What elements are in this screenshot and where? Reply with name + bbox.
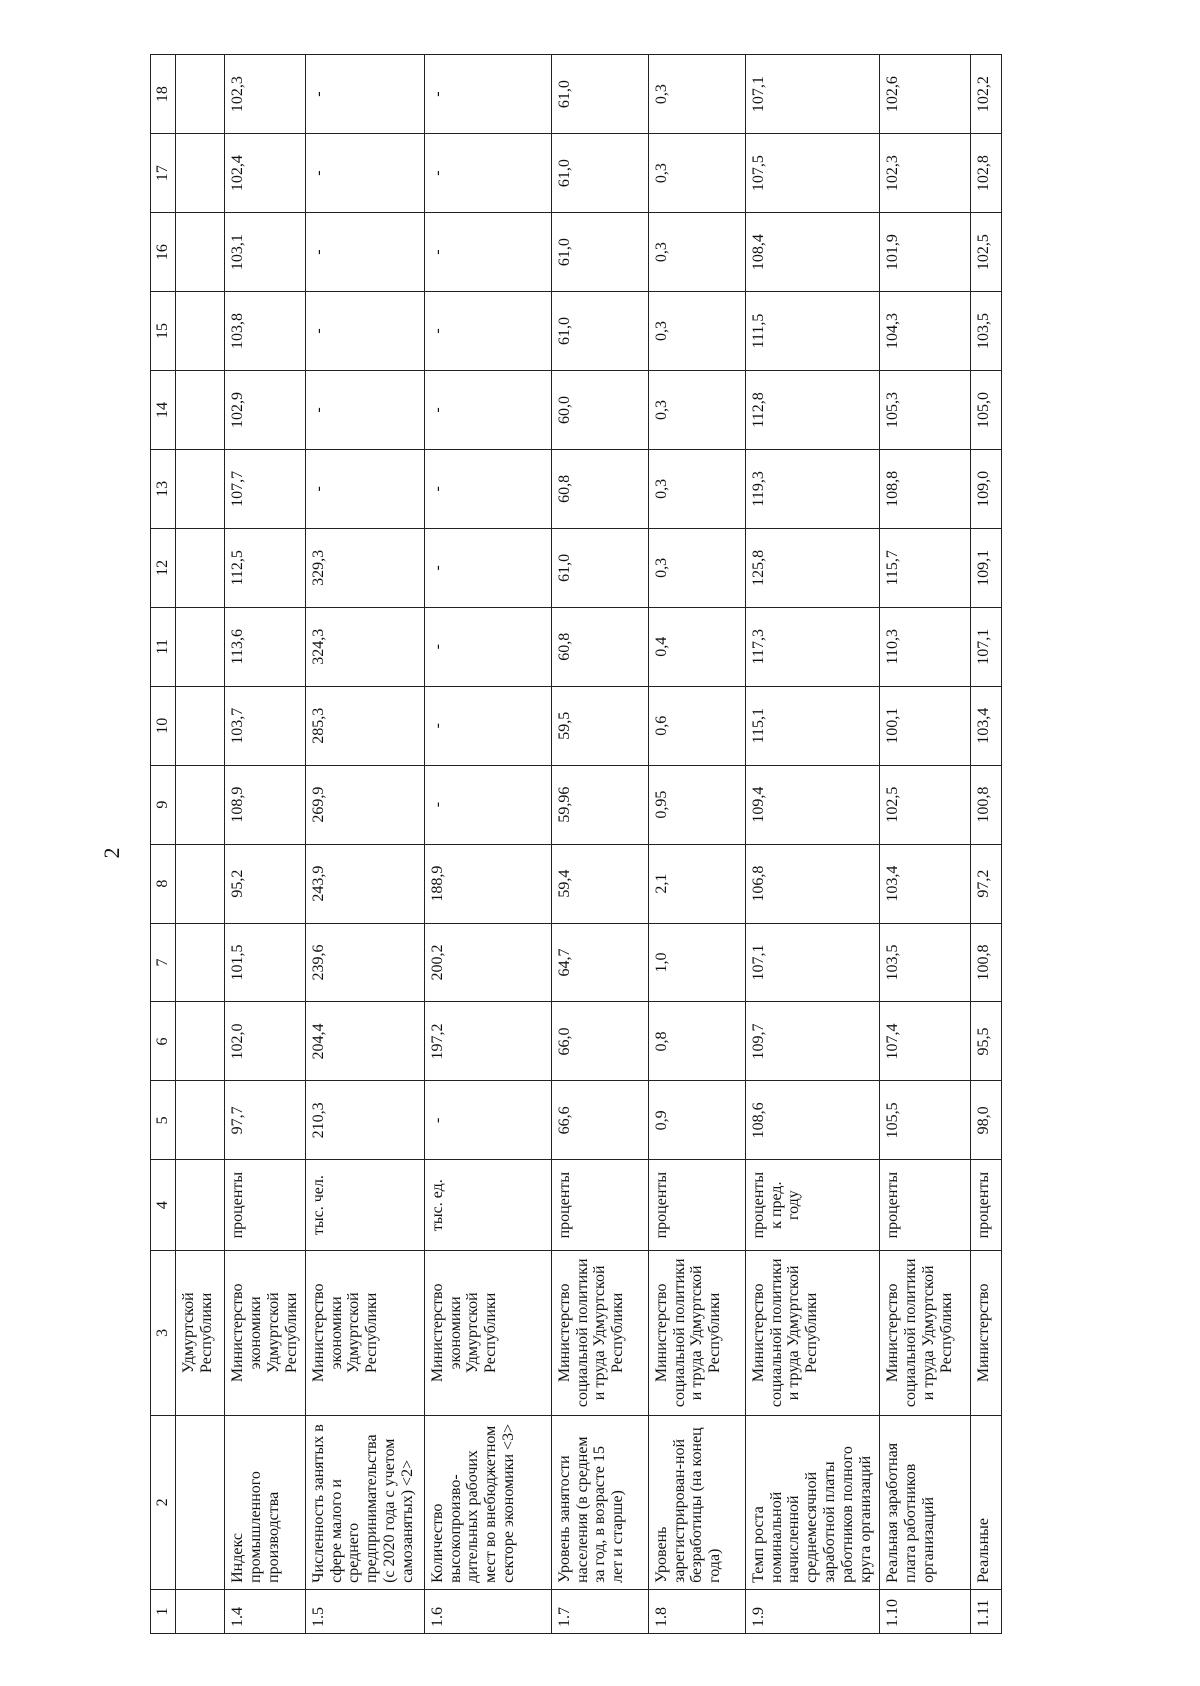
- value-cell: 108,8: [879, 449, 970, 528]
- value-cell: 285,3: [305, 686, 424, 765]
- value-cell: 0,3: [648, 213, 745, 292]
- value-cell: 2,1: [648, 844, 745, 923]
- value-cell: [176, 1002, 225, 1081]
- value-cell: [176, 923, 225, 1002]
- header-cell: 17: [151, 134, 176, 213]
- value-cell: -: [305, 55, 424, 134]
- value-cell: 329,3: [305, 528, 424, 607]
- header-cell: 10: [151, 686, 176, 765]
- value-cell: -: [305, 213, 424, 292]
- indicator-name: Индекс промышленного производства: [225, 1415, 306, 1589]
- value-cell: 107,1: [745, 923, 879, 1002]
- header-cell: 6: [151, 1002, 176, 1081]
- value-cell: -: [424, 765, 551, 844]
- table-row: [305, 55, 424, 1634]
- responsible-body: Министерство экономики Удмуртской Республики: [424, 1250, 551, 1415]
- value-cell: 95,2: [225, 844, 306, 923]
- value-cell: 102,5: [970, 213, 1001, 292]
- header-cell: 8: [151, 844, 176, 923]
- value-cell: 239,6: [305, 923, 424, 1002]
- value-cell: 0,6: [648, 686, 745, 765]
- value-cell: 0,4: [648, 607, 745, 686]
- value-cell: -: [424, 55, 551, 134]
- value-cell: 61,0: [551, 528, 648, 607]
- header-cell: 9: [151, 765, 176, 844]
- header-cell: 11: [151, 607, 176, 686]
- responsible-body: Удмуртской Республики: [176, 1250, 225, 1415]
- value-cell: [176, 213, 225, 292]
- header-cell: 5: [151, 1081, 176, 1160]
- value-cell: 100,8: [970, 923, 1001, 1002]
- value-cell: 125,8: [745, 528, 879, 607]
- value-cell: -: [424, 449, 551, 528]
- value-cell: 60,8: [551, 607, 648, 686]
- value-cell: 107,7: [225, 449, 306, 528]
- value-cell: 59,5: [551, 686, 648, 765]
- value-cell: 59,4: [551, 844, 648, 923]
- value-cell: [176, 607, 225, 686]
- value-cell: 103,4: [970, 686, 1001, 765]
- value-cell: 109,1: [970, 528, 1001, 607]
- table-row: [745, 55, 879, 1634]
- value-cell: 115,1: [745, 686, 879, 765]
- value-cell: [176, 134, 225, 213]
- value-cell: 0,9: [648, 1081, 745, 1160]
- value-cell: [176, 370, 225, 449]
- responsible-body: Министерство экономики Удмуртской Республики: [225, 1250, 306, 1415]
- header-cell: 3: [151, 1250, 176, 1415]
- value-cell: 197,2: [424, 1002, 551, 1081]
- continuation-row: [176, 55, 225, 1634]
- value-cell: 112,8: [745, 370, 879, 449]
- value-cell: 107,5: [745, 134, 879, 213]
- header-cell: 4: [151, 1160, 176, 1251]
- value-cell: 59,96: [551, 765, 648, 844]
- value-cell: 97,7: [225, 1081, 306, 1160]
- value-cell: -: [424, 213, 551, 292]
- value-cell: -: [424, 370, 551, 449]
- responsible-body: Министерство социальной политики и труда Удмуртской Республики: [879, 1250, 970, 1415]
- value-cell: 97,2: [970, 844, 1001, 923]
- value-cell: -: [424, 134, 551, 213]
- indicator-name: Численность занятых в сфере малого и среднего предпринимательства (с 2020 года с учетом самозанятых) <2>: [305, 1415, 424, 1589]
- value-cell: [176, 844, 225, 923]
- table-row: [879, 55, 970, 1634]
- value-cell: 103,1: [225, 213, 306, 292]
- header-cell: 14: [151, 370, 176, 449]
- value-cell: 108,9: [225, 765, 306, 844]
- unit: проценты к пред. году: [745, 1160, 879, 1251]
- row-number: 1.8: [648, 1589, 745, 1633]
- value-cell: 0,3: [648, 370, 745, 449]
- unit: [176, 1160, 225, 1251]
- value-cell: 105,0: [970, 370, 1001, 449]
- value-cell: 113,6: [225, 607, 306, 686]
- header-cell: 18: [151, 55, 176, 134]
- header-cell: 1: [151, 1589, 176, 1633]
- value-cell: 103,4: [879, 844, 970, 923]
- value-cell: 102,5: [879, 765, 970, 844]
- value-cell: 0,3: [648, 528, 745, 607]
- unit: проценты: [648, 1160, 745, 1251]
- indicator-name: Реальная заработная плата работников организаций: [879, 1415, 970, 1589]
- value-cell: 102,9: [225, 370, 306, 449]
- responsible-body: Министерство экономики Удмуртской Республики: [305, 1250, 424, 1415]
- value-cell: 109,7: [745, 1002, 879, 1081]
- table-row: [551, 55, 648, 1634]
- responsible-body: Министерство социальной политики и труда Удмуртской Республики: [745, 1250, 879, 1415]
- value-cell: 101,9: [879, 213, 970, 292]
- value-cell: -: [305, 134, 424, 213]
- value-cell: 61,0: [551, 213, 648, 292]
- value-cell: 102,2: [970, 55, 1001, 134]
- value-cell: 98,0: [970, 1081, 1001, 1160]
- value-cell: 117,3: [745, 607, 879, 686]
- value-cell: 112,5: [225, 528, 306, 607]
- indicator-name: Количество высокопроизво-дительных рабочих мест во внебюджетном секторе экономики <3>: [424, 1415, 551, 1589]
- value-cell: 104,3: [879, 292, 970, 371]
- value-cell: 243,9: [305, 844, 424, 923]
- row-number: 1.11: [970, 1589, 1001, 1633]
- value-cell: 102,3: [879, 134, 970, 213]
- unit: проценты: [970, 1160, 1001, 1251]
- value-cell: 210,3: [305, 1081, 424, 1160]
- value-cell: [176, 55, 225, 134]
- unit: тыс. ед.: [424, 1160, 551, 1251]
- indicator-name: Уровень зарегистрирован-ной безработицы (на конец года): [648, 1415, 745, 1589]
- value-cell: 102,0: [225, 1002, 306, 1081]
- value-cell: 61,0: [551, 55, 648, 134]
- value-cell: -: [424, 1081, 551, 1160]
- value-cell: 66,0: [551, 1002, 648, 1081]
- value-cell: 111,5: [745, 292, 879, 371]
- value-cell: -: [424, 607, 551, 686]
- header-cell: 2: [151, 1415, 176, 1589]
- responsible-body: Министерство социальной политики и труда Удмуртской Республики: [648, 1250, 745, 1415]
- value-cell: 64,7: [551, 923, 648, 1002]
- value-cell: 0,3: [648, 292, 745, 371]
- value-cell: 105,5: [879, 1081, 970, 1160]
- value-cell: 0,95: [648, 765, 745, 844]
- table-container: [150, 54, 1022, 1634]
- page-number: 2: [99, 847, 124, 859]
- value-cell: 95,5: [970, 1002, 1001, 1081]
- table-row: [648, 55, 745, 1634]
- value-cell: -: [305, 370, 424, 449]
- value-cell: [176, 449, 225, 528]
- value-cell: 102,8: [970, 134, 1001, 213]
- value-cell: [176, 292, 225, 371]
- value-cell: 100,1: [879, 686, 970, 765]
- value-cell: -: [305, 449, 424, 528]
- value-cell: 0,3: [648, 134, 745, 213]
- value-cell: 109,4: [745, 765, 879, 844]
- value-cell: 0,3: [648, 449, 745, 528]
- value-cell: 1,0: [648, 923, 745, 1002]
- unit: тыс. чел.: [305, 1160, 424, 1251]
- row-number: 1.10: [879, 1589, 970, 1633]
- value-cell: 109,0: [970, 449, 1001, 528]
- value-cell: 115,7: [879, 528, 970, 607]
- value-cell: 0,3: [648, 55, 745, 134]
- value-cell: 66,6: [551, 1081, 648, 1160]
- indicators-table: [150, 54, 1002, 1634]
- value-cell: 200,2: [424, 923, 551, 1002]
- unit: проценты: [551, 1160, 648, 1251]
- value-cell: 61,0: [551, 292, 648, 371]
- value-cell: [176, 528, 225, 607]
- value-cell: 103,8: [225, 292, 306, 371]
- value-cell: 100,8: [970, 765, 1001, 844]
- indicator-name: [176, 1415, 225, 1589]
- value-cell: 105,3: [879, 370, 970, 449]
- row-number: [176, 1589, 225, 1633]
- value-cell: 108,4: [745, 213, 879, 292]
- table-row: [225, 55, 306, 1634]
- value-cell: 101,5: [225, 923, 306, 1002]
- value-cell: 103,5: [970, 292, 1001, 371]
- value-cell: 102,3: [225, 55, 306, 134]
- header-cell: 7: [151, 923, 176, 1002]
- header-row: [151, 55, 176, 1634]
- value-cell: -: [305, 292, 424, 371]
- value-cell: 108,6: [745, 1081, 879, 1160]
- header-cell: 15: [151, 292, 176, 371]
- header-cell: 12: [151, 528, 176, 607]
- header-cell: 13: [151, 449, 176, 528]
- row-number: 1.4: [225, 1589, 306, 1633]
- value-cell: -: [424, 292, 551, 371]
- value-cell: 107,1: [745, 55, 879, 134]
- table-row: [970, 55, 1001, 1634]
- value-cell: 110,3: [879, 607, 970, 686]
- value-cell: 60,0: [551, 370, 648, 449]
- responsible-body: Министерство социальной политики и труда Удмуртской Республики: [551, 1250, 648, 1415]
- value-cell: 269,9: [305, 765, 424, 844]
- value-cell: 103,5: [879, 923, 970, 1002]
- unit: проценты: [879, 1160, 970, 1251]
- value-cell: 103,7: [225, 686, 306, 765]
- indicator-name: Темп роста номинальной начисленной среднемесячной заработной платы работников полного круга организаций: [745, 1415, 879, 1589]
- indicator-name: Реальные: [970, 1415, 1001, 1589]
- value-cell: 60,8: [551, 449, 648, 528]
- row-number: 1.6: [424, 1589, 551, 1633]
- row-number: 1.9: [745, 1589, 879, 1633]
- value-cell: 204,4: [305, 1002, 424, 1081]
- value-cell: 102,6: [879, 55, 970, 134]
- value-cell: 107,4: [879, 1002, 970, 1081]
- value-cell: 107,1: [970, 607, 1001, 686]
- row-number: 1.5: [305, 1589, 424, 1633]
- value-cell: [176, 765, 225, 844]
- value-cell: [176, 686, 225, 765]
- value-cell: 102,4: [225, 134, 306, 213]
- value-cell: 106,8: [745, 844, 879, 923]
- value-cell: 324,3: [305, 607, 424, 686]
- value-cell: 119,3: [745, 449, 879, 528]
- value-cell: 0,8: [648, 1002, 745, 1081]
- header-cell: 16: [151, 213, 176, 292]
- value-cell: [176, 1081, 225, 1160]
- table-row: [424, 55, 551, 1634]
- value-cell: 61,0: [551, 134, 648, 213]
- unit: проценты: [225, 1160, 306, 1251]
- value-cell: 188,9: [424, 844, 551, 923]
- row-number: 1.7: [551, 1589, 648, 1633]
- indicator-name: Уровень занятости населения (в среднем за год, в возрасте 15 лет и старше): [551, 1415, 648, 1589]
- responsible-body: Министерство: [970, 1250, 1001, 1415]
- value-cell: -: [424, 686, 551, 765]
- value-cell: -: [424, 528, 551, 607]
